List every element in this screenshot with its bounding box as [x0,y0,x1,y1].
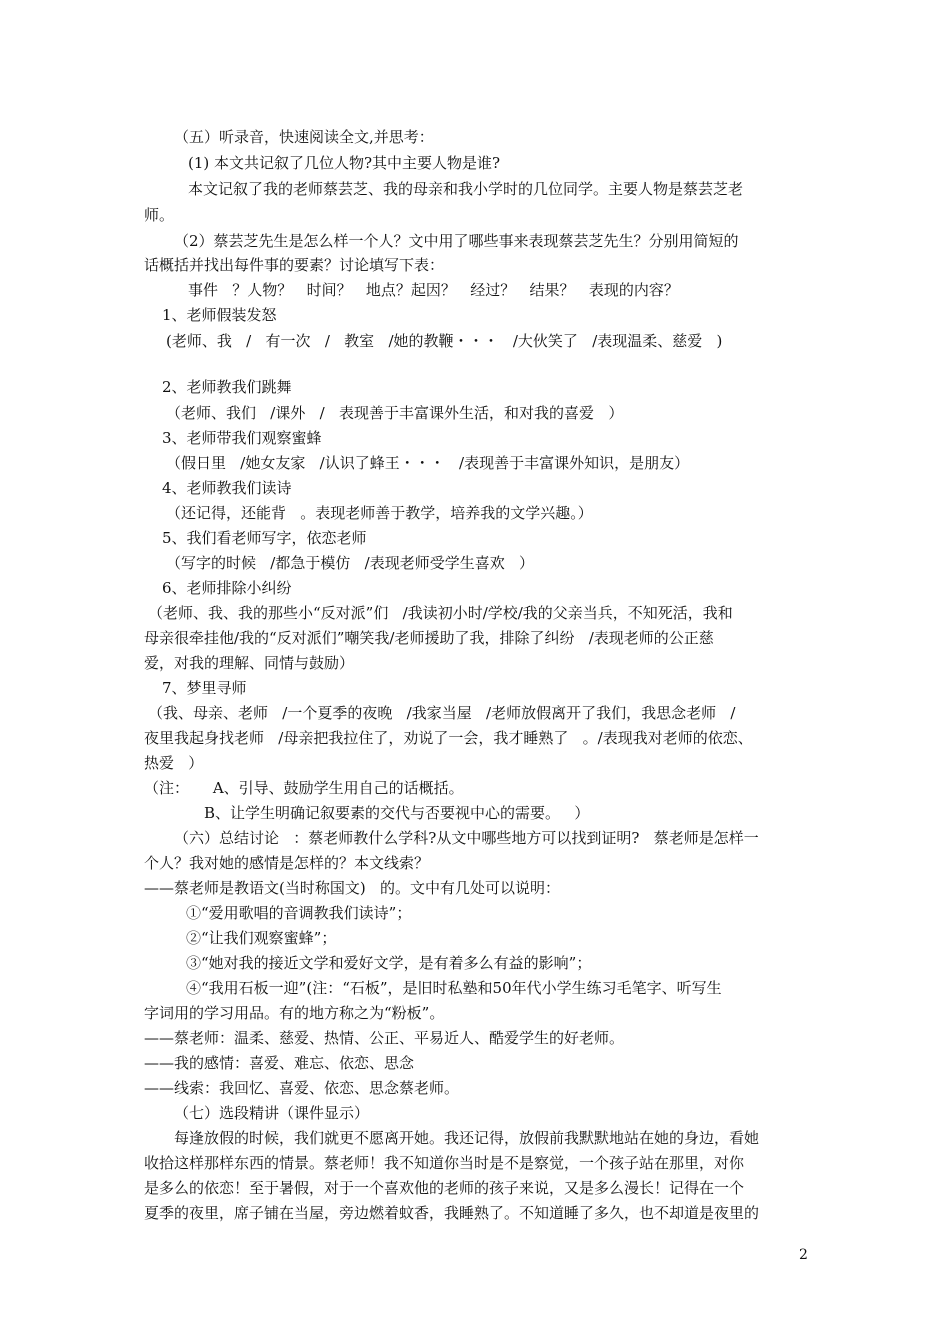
evidence-2: ②“让我们观察蜜蜂”； [186,929,337,947]
note-a: （注： A、引导、鼓励学生用自己的话概括。 [144,779,464,797]
page-number: 2 [799,1247,808,1263]
event-3-detail: （假日里 /她女友家 /认识了蜂王・・・ /表现善于丰富课外知识，是朋友） [166,454,690,472]
event-4-title: 4、老师教我们读诗 [162,479,292,497]
teacher-traits: ——蔡老师：温柔、慈爱、热情、公正、平易近人、酷爱学生的好老师。 [144,1029,625,1047]
event-7-detail-line-1: （我、母亲、老师 /一个夏季的夜晚 /我家当屋 /老师放假离开了我们，我思念老师 / [148,704,736,722]
event-1-title: 1、老师假装发怒 [162,306,277,324]
event-7-detail-line-2: 夜里我起身找老师 /母亲把我拉住了，劝说了一会，我才睡熟了 。/表现我对老师的依恋、 [144,729,753,747]
section-6-heading-line-2: 个人？我对她的感情是怎样的？本文线索？ [144,854,430,872]
event-3-title: 3、老师带我们观察蜜蜂 [162,429,322,447]
evidence-1: ①“爱用歌唱的音调教我们读诗”； [186,904,412,922]
question-2-line-2: 话概括并找出每件事的要素？讨论填写下表： [144,256,445,274]
excerpt-line-2: 收拾这样那样东西的情景。蔡老师！我不知道你当时是不是察觉，一个孩子站在那里，对你 [144,1154,745,1172]
event-5-title: 5、我们看老师写字，依恋老师 [162,529,367,547]
evidence-4-line-1: ④“我用石板一迎”(注：“石板”，是旧时私塾和50年代小学生练习毛笔字、听写生 [186,979,722,997]
answer-1-line-1: 本文记叙了我的老师蔡芸芝、我的母亲和我小学时的几位同学。主要人物是蔡芸芝老 [188,180,744,198]
event-6-detail-line-3: 爱，对我的理解、同情与鼓励） [144,654,355,672]
question-1: (1) 本文共记叙了几位人物?其中主要人物是谁? [188,154,501,172]
event-1-detail: (老师、我 / 有一次 / 教室 /她的教鞭・・・ /大伙笑了 /表现温柔、慈爱 ) [166,332,723,350]
excerpt-line-3: 是多么的依恋！至于暑假，对于一个喜欢他的老师的孩子来说，又是多么漫长！记得在一个 [144,1179,745,1197]
table-header-row: 事件 ？人物？ 时间？ 地点？起因？ 经过？ 结果？ 表现的内容？ [188,281,679,299]
event-6-detail-line-2: 母亲很牵挂他/我的“反对派们”嘲笑我/老师援助了我，排除了纠纷 /表现老师的公正慈 [144,629,714,647]
event-7-title: 7、梦里寻师 [162,679,247,697]
evidence-4-line-2: 字词用的学习用品。有的地方称之为“粉板”。 [144,1004,445,1022]
note-b: B、让学生明确记叙要素的交代与否要视中心的需要。 ） [204,804,590,822]
event-2-title: 2、老师教我们跳舞 [162,378,292,396]
event-7-detail-line-3: 热爱 ） [144,754,204,772]
evidence-3: ③“她对我的接近文学和爱好文学，是有着多么有益的影响”； [186,954,592,972]
section-5-heading: （五）听录音，快速阅读全文,并思考： [174,128,434,146]
question-2-line-1: （2）蔡芸芝先生是怎么样一个人？文中用了哪些事来表现蔡芸芝先生？分别用简短的 [174,232,739,250]
event-6-title: 6、老师排除小纠纷 [162,579,292,597]
excerpt-line-4: 夏季的夜里，席子铺在当屋，旁边燃着蚊香，我睡熟了。不知道睡了多久，也不却道是夜里的 [144,1204,760,1222]
subject-answer: ——蔡老师是教语文(当时称国文) 的。文中有几处可以说明： [144,879,561,897]
event-4-detail: （还记得，还能背 。表现老师善于教学，培养我的文学兴趣。） [166,504,593,522]
event-2-detail: （老师、我们 /课外 / 表现善于丰富课外生活，和对我的喜爱 ） [166,404,624,422]
event-5-detail: （写字的时候 /都急于模仿 /表现老师受学生喜欢 ） [166,554,535,572]
answer-1-line-2: 师。 [144,206,175,224]
section-6-heading-line-1: （六）总结讨论 ：蔡老师教什么学科?从文中哪些地方可以找到证明? 蔡老师是怎样一 [174,829,759,847]
event-6-detail-line-1: （老师、我、我的那些小“反对派”们 /我读初小时/学校/我的父亲当兵，不知死活，我和 [148,604,733,622]
my-feelings: ——我的感情：喜爱、难忘、依恋、思念 [144,1054,415,1072]
clue-line: ——线索：我回忆、喜爱、依恋、思念蔡老师。 [144,1079,460,1097]
excerpt-line-1: 每逢放假的时候，我们就更不愿离开她。我还记得，放假前我默默地站在她的身边，看她 [174,1129,760,1147]
section-7-heading: （七）选段精讲（课件显示） [174,1104,370,1122]
